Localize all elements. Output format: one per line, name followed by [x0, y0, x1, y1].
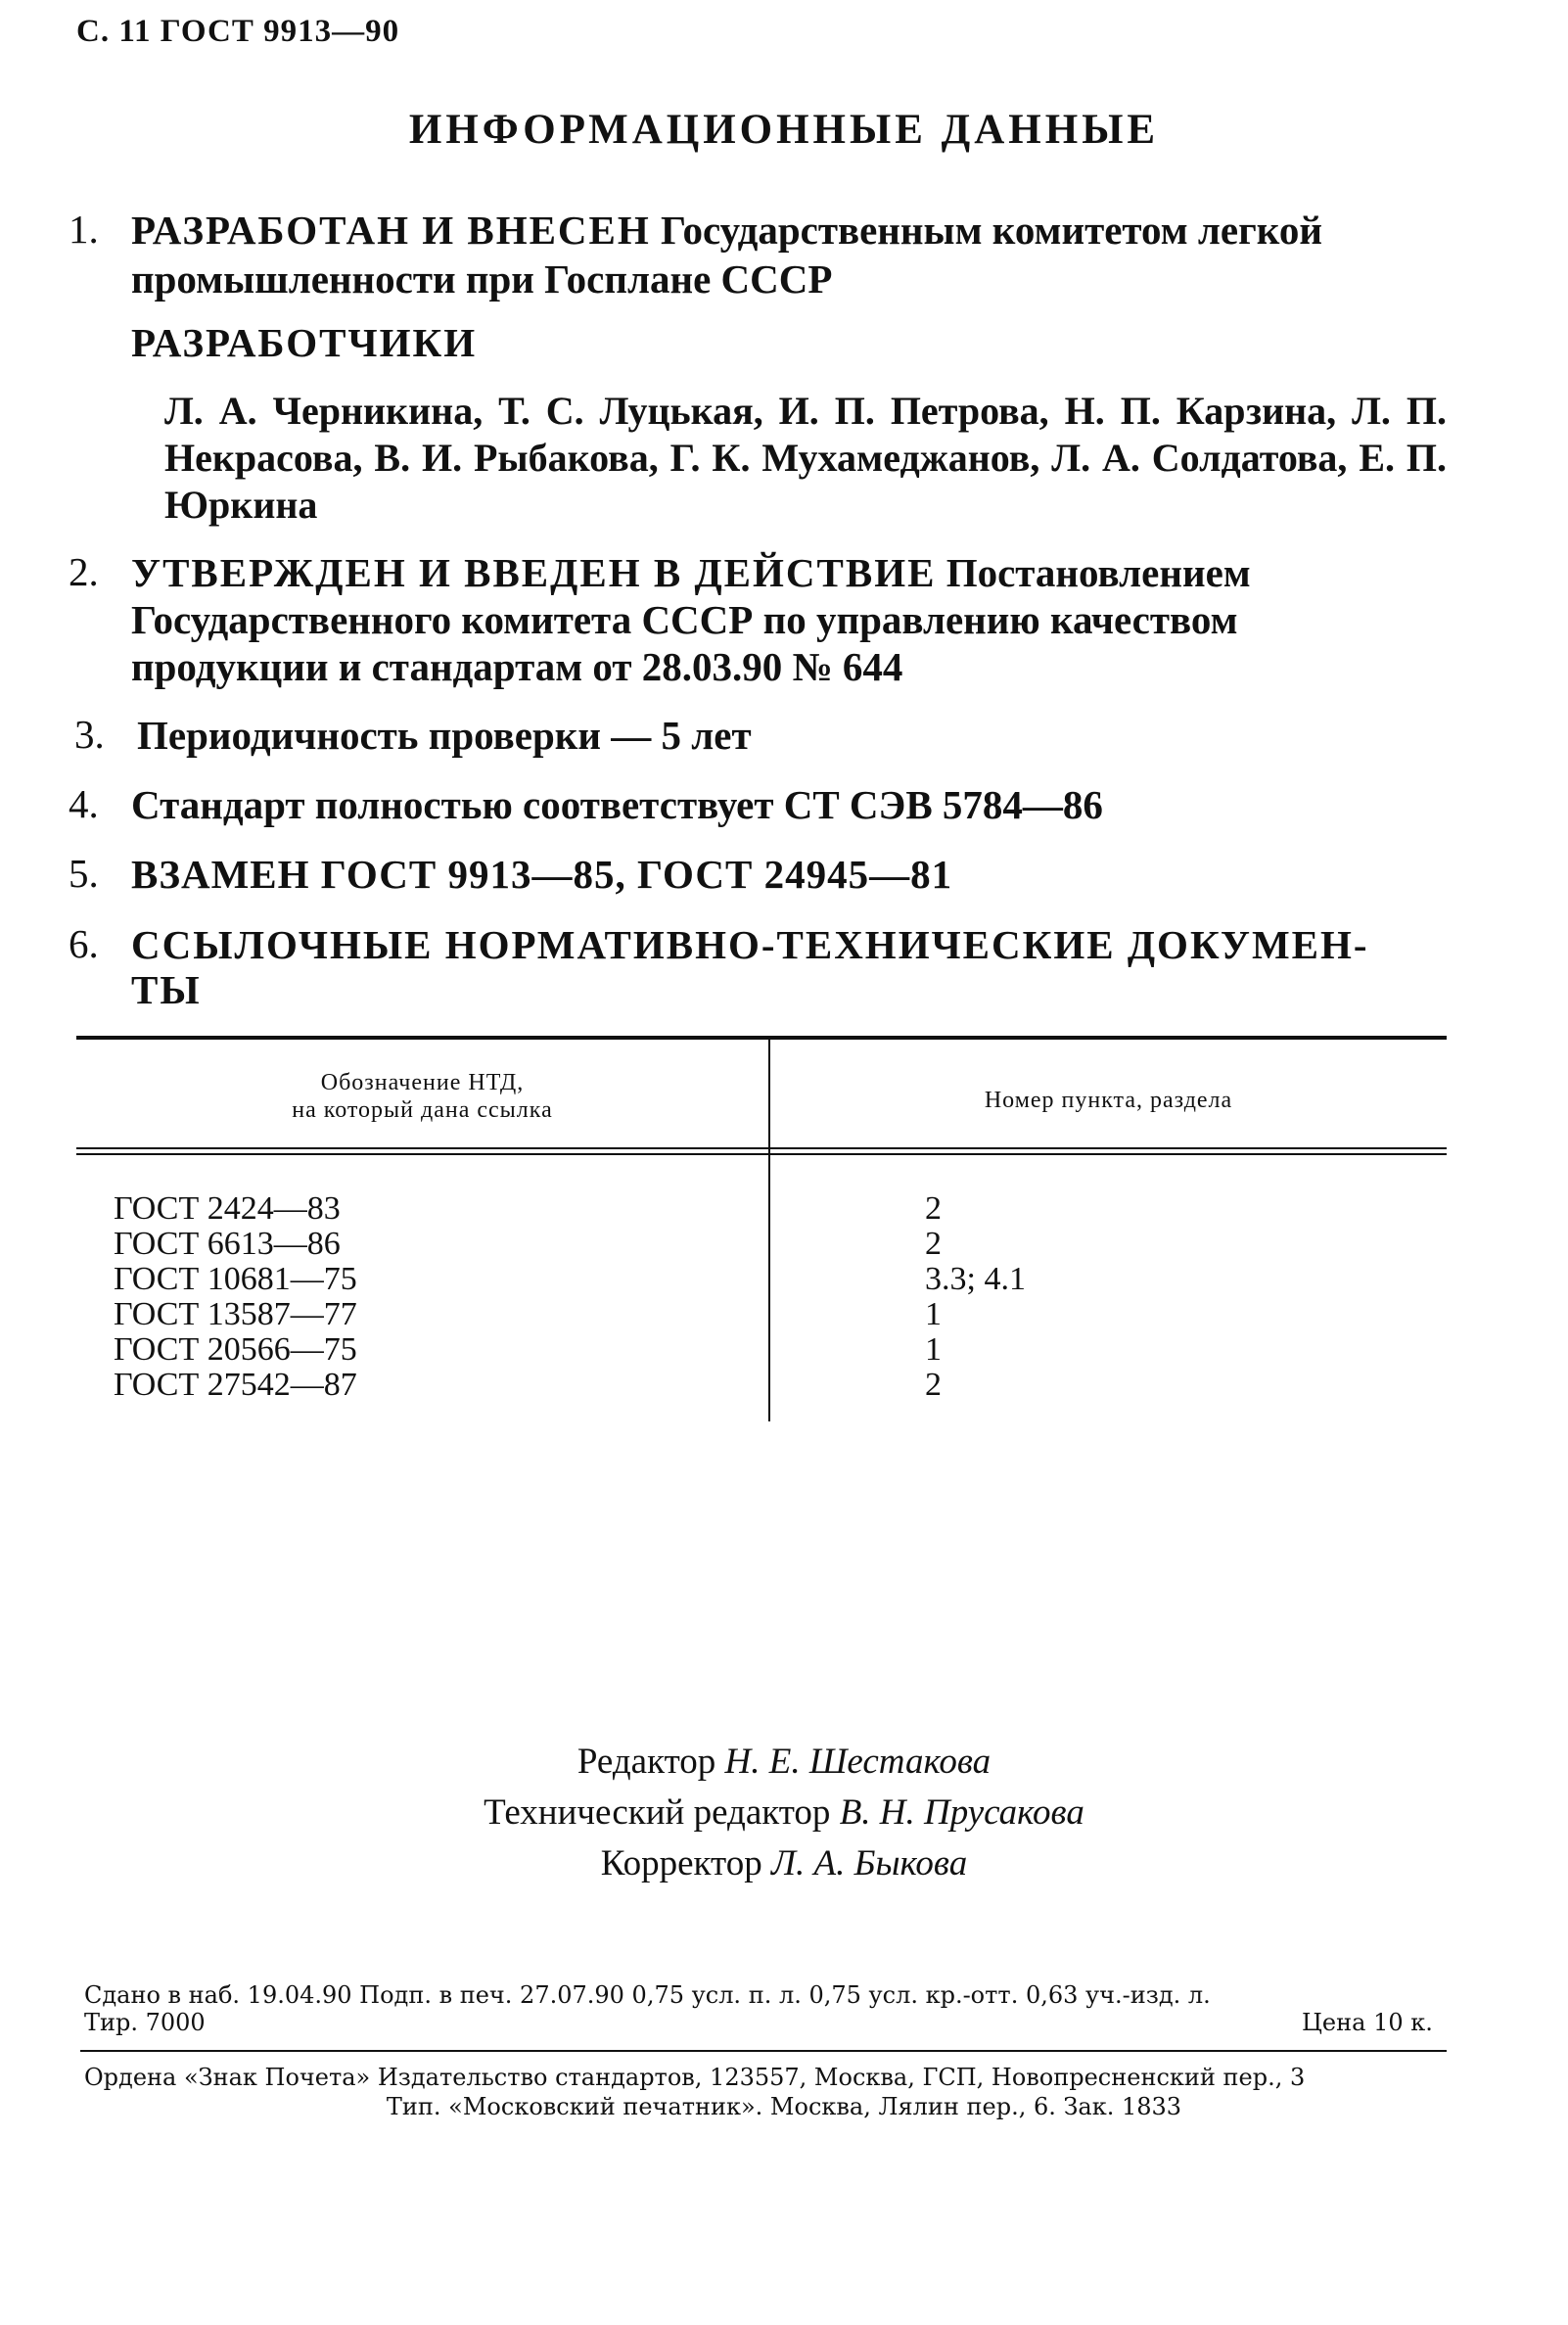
item-1-lead: РАЗРАБОТАН И ВНЕСЕН	[131, 208, 651, 253]
imprint-printer: Тип. «Московский печатник». Москва, Лялин пер., 6. Зак. 1833	[386, 2093, 1182, 2120]
item-6-line-1: ССЫЛОЧНЫЕ НОРМАТИВНО-ТЕХНИЧЕСКИЕ ДОКУМЕН-	[131, 922, 1369, 967]
item-2-line-3: продукции и стандартам от 28.03.90 № 644	[131, 644, 903, 689]
item-3-text: Периодичность проверки — 5 лет	[137, 713, 752, 758]
editor-line: Редактор Н. Е. Шестакова	[576, 1742, 992, 1782]
table-row-doc: ГОСТ 2424—83	[114, 1190, 341, 1227]
page-title: ИНФОРМАЦИОННЫЕ ДАННЫЕ	[408, 107, 1160, 153]
item-1-line-1	[131, 206, 1443, 255]
table-row-doc: ГОСТ 20566—75	[114, 1331, 357, 1368]
table-row-doc: ГОСТ 10681—75	[114, 1261, 357, 1297]
item-2-lead: УТВЕРЖДЕН И ВВЕДЕН В ДЕЙСТВИЕ	[131, 550, 937, 595]
table-row-ref: 2	[925, 1190, 942, 1227]
table-row-doc: ГОСТ 27542—87	[114, 1367, 357, 1403]
imprint-publisher: Ордена «Знак Почета» Издательство стандартов, 123557, Москва, ГСП, Новопресненский пер., 3	[84, 2064, 1306, 2091]
credits	[0, 1737, 1568, 1889]
item-5-text: ВЗАМЕН ГОСТ 9913—85, ГОСТ 24945—81	[131, 852, 953, 897]
item-2-line-2: Государственного комитета СССР по управлению качеством	[131, 597, 1238, 642]
item-number: 1.	[69, 207, 99, 252]
item-2-line-1	[131, 548, 1251, 597]
item-4-text: Стандарт полностью соответствует СТ СЭВ 5784—86	[131, 782, 1103, 827]
item-number: 4.	[69, 781, 99, 826]
developers-heading: РАЗРАБОТЧИКИ	[131, 320, 478, 365]
table-row-ref: 1	[925, 1331, 942, 1368]
item-number: 2.	[69, 549, 99, 594]
table-row-ref: 1	[925, 1296, 942, 1332]
item-2-text: Постановлением	[945, 550, 1251, 595]
imprint-tirage: Тир. 7000	[84, 2009, 206, 2036]
imprint-rule	[80, 2050, 1447, 2052]
table-row-doc: ГОСТ 13587—77	[114, 1296, 357, 1332]
corrector-line: Корректор Л. А. Быкова	[600, 1843, 968, 1883]
table-row-ref: 2	[925, 1367, 942, 1403]
developers-list: Л. А. Черникина, Т. С. Луцькая, И. П. Петрова, Н. П. Карзина, Л. П. Некрасова, В. И. Рыбакова, Г. К. Мухамеджанов, Л. А. Солдатова, Е. П. Юркина	[164, 389, 1447, 527]
item-1-line-2: промышленности при Госплане СССР	[131, 256, 833, 302]
tech-editor-line: Технический редактор В. Н. Прусакова	[484, 1792, 1084, 1833]
imprint-line-1: Сдано в наб. 19.04.90 Подп. в печ. 27.07.90 0,75 усл. п. л. 0,75 усл. кр.-отт. 0,63 уч.-изд. л.	[84, 1981, 1211, 2009]
page-header: С. 11 ГОСТ 9913—90	[76, 14, 400, 49]
item-number: 6.	[69, 921, 99, 966]
table-top-rule	[76, 1036, 1447, 1040]
table-header-section: Номер пункта, раздела	[984, 1088, 1233, 1113]
item-number: 3.	[74, 712, 105, 757]
table-row-ref: 2	[925, 1226, 942, 1262]
item-number: 5.	[69, 851, 99, 896]
table-row-doc: ГОСТ 6613—86	[114, 1226, 341, 1262]
item-6-line-2: ТЫ	[131, 967, 202, 1012]
table-row-ref: 3.3; 4.1	[925, 1261, 1026, 1297]
table-header-designation: Обозначение НТД, на который дана ссылка	[292, 1070, 553, 1123]
table-header-rule	[76, 1153, 1447, 1155]
imprint-price: Цена 10 к.	[1302, 2009, 1433, 2036]
table-header-rule	[76, 1147, 1447, 1149]
item-1-text: Государственным комитетом легкой	[661, 208, 1322, 253]
